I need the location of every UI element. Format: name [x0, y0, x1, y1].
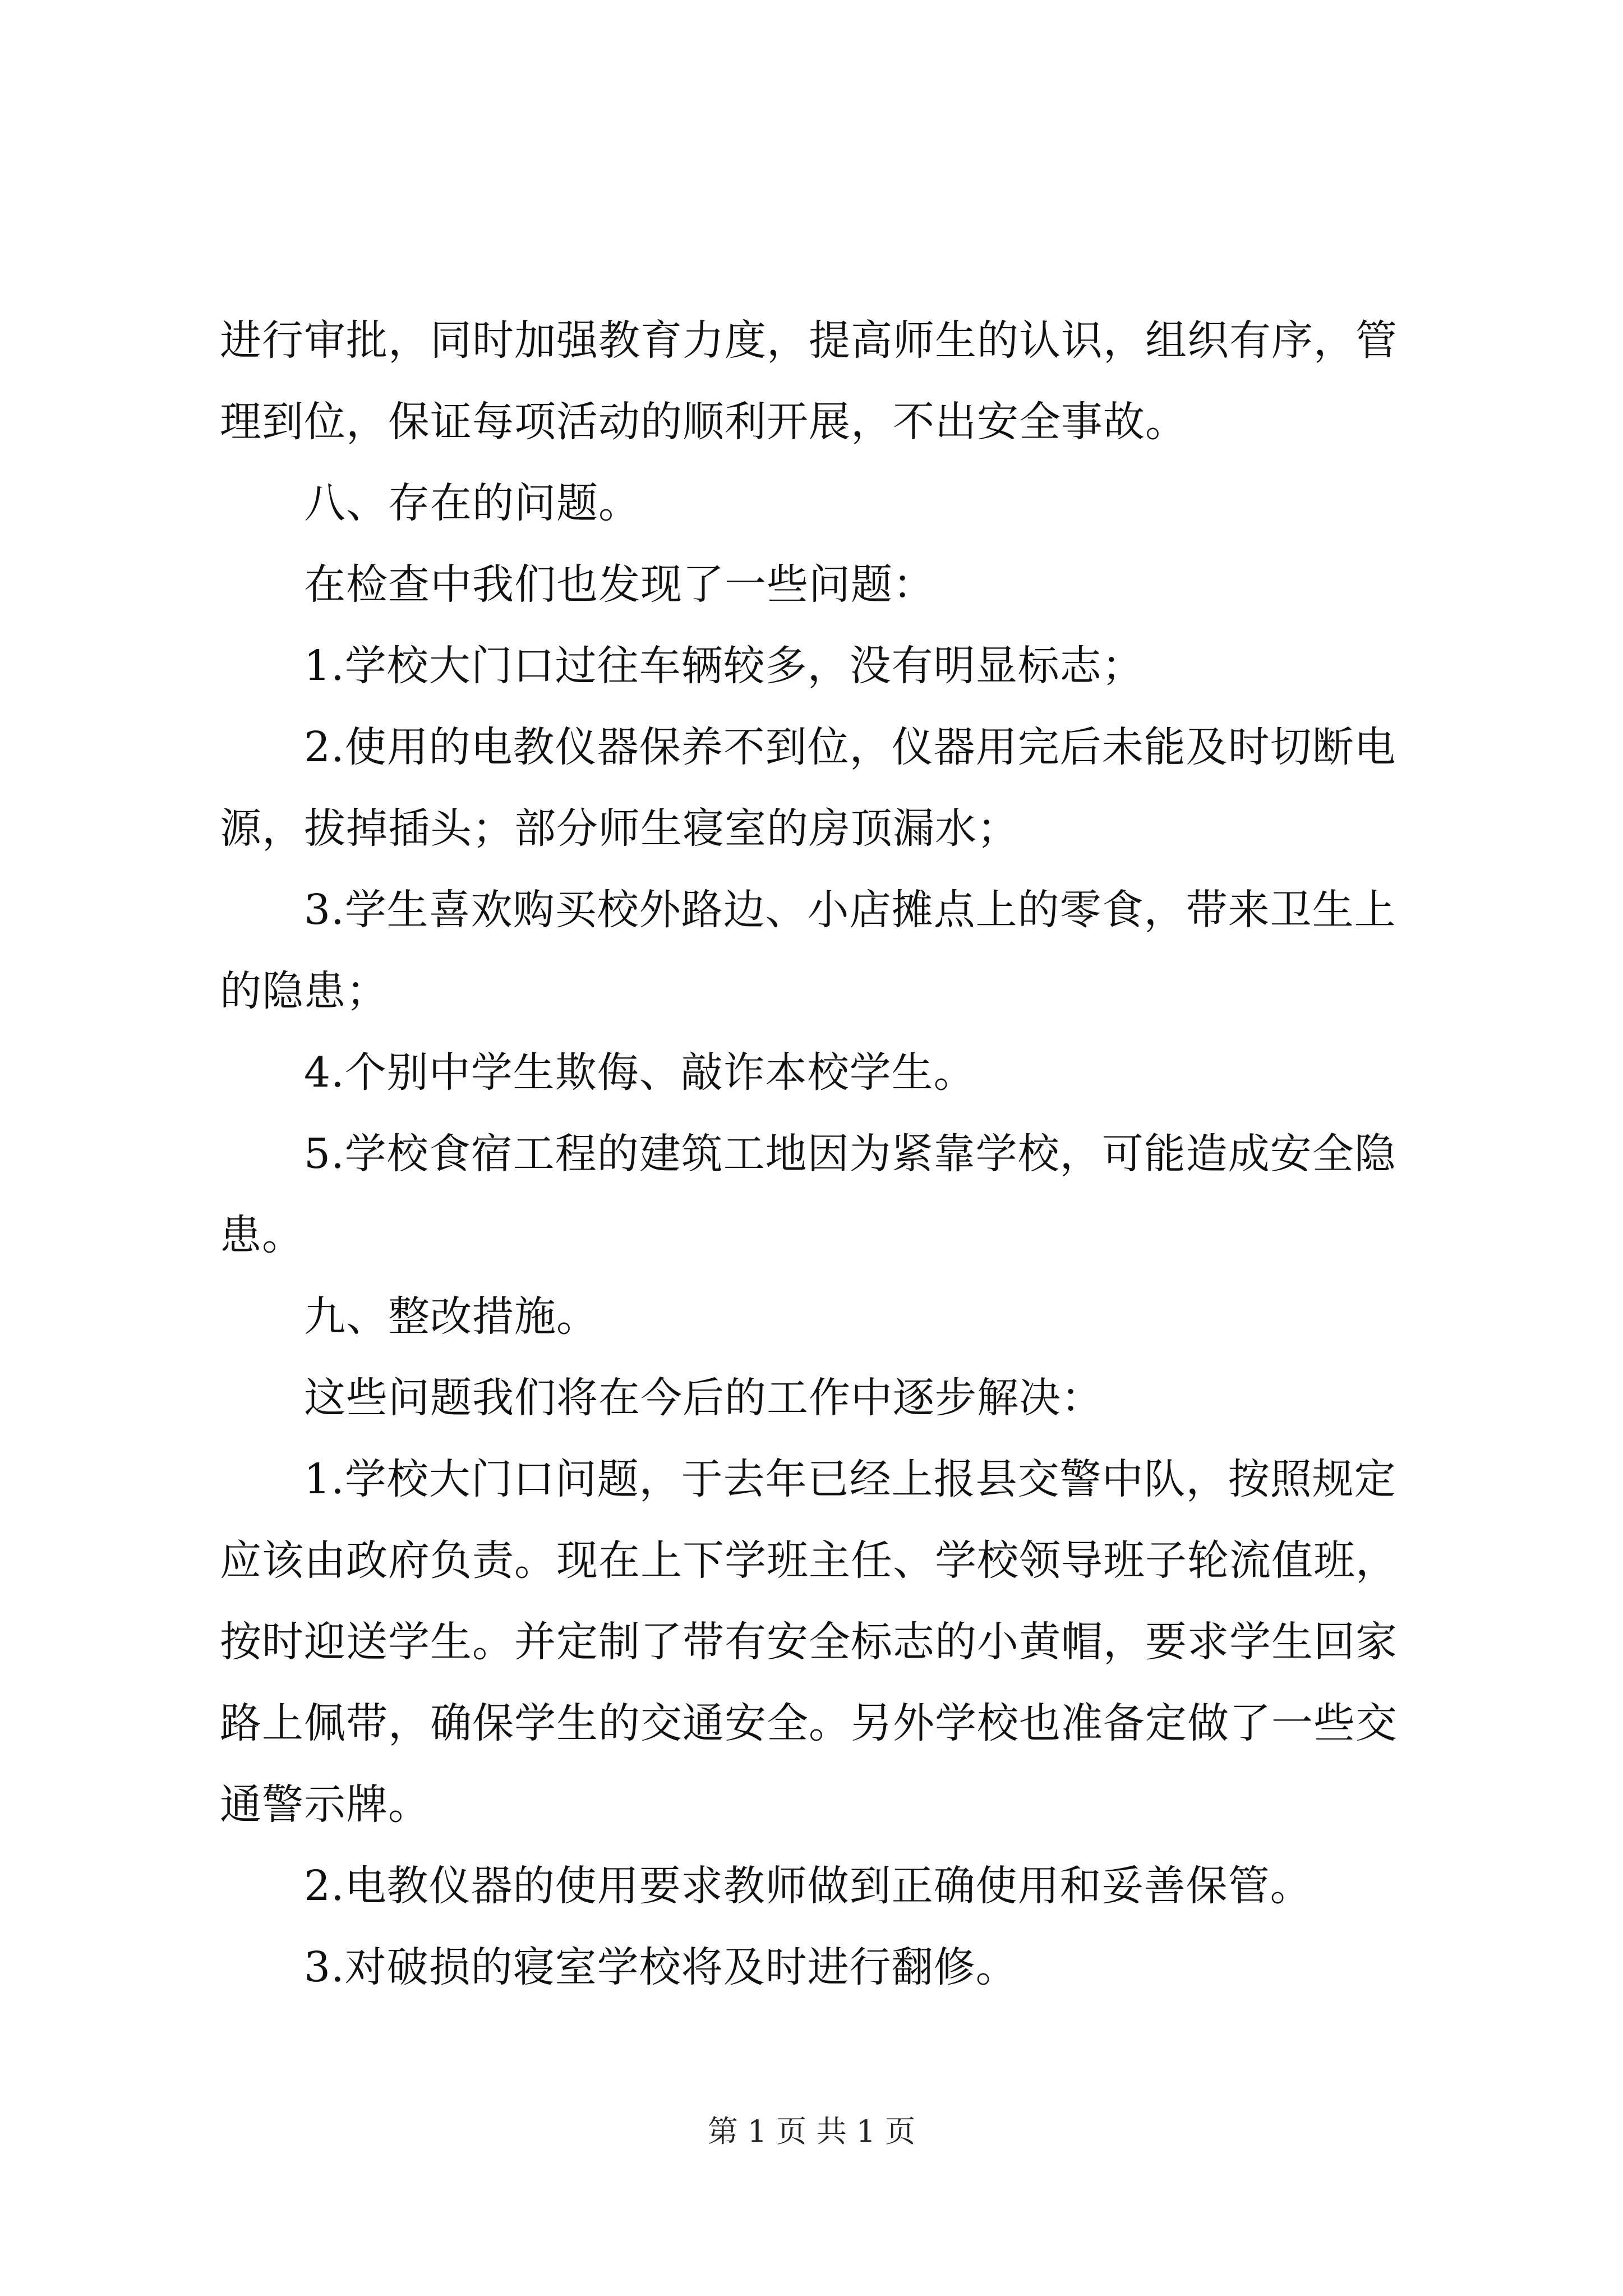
list-item: 1.学校大门口过往车辆较多，没有明显标志； — [304, 642, 1144, 690]
section-heading: 九、整改措施。 — [304, 1292, 598, 1341]
text-line: 理到位，保证每项活动的顺利开展，不出安全事故。 — [220, 398, 1187, 446]
list-item: 2.电教仪器的使用要求教师做到正确使用和妥善保管。 — [304, 1862, 1312, 1910]
text-line: 按时迎送学生。并定制了带有安全标志的小黄帽，要求学生回家 — [220, 1618, 1398, 1666]
list-item: 5.学校食宿工程的建筑工地因为紧靠学校，可能造成安全隐 — [304, 1130, 1396, 1178]
text-line: 通警示牌。 — [220, 1780, 430, 1829]
text-line: 患。 — [220, 1211, 304, 1259]
text-line: 进行审批，同时加强教育力度，提高师生的认识，组织有序，管 — [220, 316, 1398, 365]
text-line: 源，拔掉插头；部分师生寝室的房顶漏水； — [220, 804, 1019, 853]
text-line: 在检查中我们也发现了一些问题： — [304, 560, 935, 609]
text-line: 这些问题我们将在今后的工作中逐步解决： — [304, 1374, 1103, 1422]
text-line: 的隐患； — [220, 967, 388, 1015]
list-item: 4.个别中学生欺侮、敲诈本校学生。 — [304, 1048, 976, 1097]
text-line: 路上佩带，确保学生的交通安全。另外学校也准备定做了一些交 — [220, 1699, 1398, 1747]
list-item: 3.学生喜欢购买校外路边、小店摊点上的零食，带来卫生上 — [304, 886, 1396, 934]
document-body — [220, 300, 1420, 2008]
list-item: 2.使用的电教仪器保养不到位，仪器用完后未能及时切断电 — [304, 723, 1396, 771]
section-heading: 八、存在的问题。 — [304, 479, 640, 527]
page-number-footer: 第 1 页 共 1 页 — [707, 2114, 916, 2149]
list-item: 1.学校大门口问题，于去年已经上报县交警中队，按照规定 — [304, 1455, 1396, 1503]
list-item: 3.对破损的寝室学校将及时进行翻修。 — [304, 1943, 1018, 1991]
text-line: 应该由政府负责。现在上下学班主任、学校领导班子轮流值班， — [220, 1536, 1398, 1585]
